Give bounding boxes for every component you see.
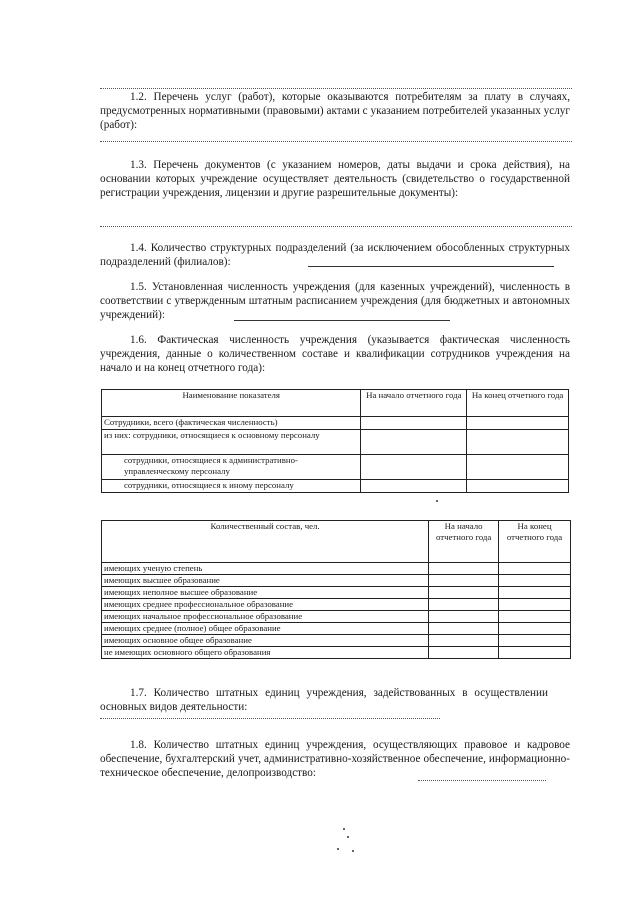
table-row (102, 647, 571, 659)
table-row (102, 417, 569, 430)
table1-cell-end (467, 430, 569, 455)
scan-speck (337, 848, 339, 850)
table-row (102, 599, 571, 611)
scan-speck (343, 828, 345, 830)
table2-cell-end (499, 623, 571, 635)
table2-row-label: имеющих начальное профессиональное образование (102, 611, 429, 623)
table1-cell-start (361, 430, 467, 455)
table2-row-label: имеющих ученую степень (102, 563, 429, 575)
section-1-8 (100, 738, 570, 781)
table2-row-label: имеющих среднее профессиональное образование (102, 599, 429, 611)
table1-cell-end (467, 480, 569, 493)
table2-cell-start (429, 563, 499, 575)
section-1-7-fill-line (100, 718, 440, 719)
section-1-7 (100, 686, 570, 714)
table2-cell-end (499, 635, 571, 647)
section-1-8-text: 1.8. Количество штатных единиц учреждения, осуществляющих правовое и кадровое обеспечение, бухгалтерский учет, административно-хозяйственное обеспечение, информационно-техническое обеспечение, делопроизводство: (100, 739, 570, 780)
table1-row-label: из них: сотрудники, относящиеся к основному персоналу (102, 430, 361, 455)
table1-header-indicator: Наименование показателя (102, 390, 361, 417)
table1-row-label: сотрудники, относящиеся к иному персоналу (102, 480, 361, 493)
table2-cell-start (429, 599, 499, 611)
table2-row-label: имеющих неполное высшее образование (102, 587, 429, 599)
section-1-2-text: 1.2. Перечень услуг (работ), которые оказываются потребителям за плату в случаях, предусмотренных нормативными (правовыми) актами с указанием потребителей указанных услуг (работ): (100, 91, 570, 132)
scan-speck (347, 836, 349, 838)
table-row (102, 455, 569, 480)
staff-count-table (101, 389, 569, 493)
table2-cell-start (429, 575, 499, 587)
table1-cell-end (467, 455, 569, 480)
staff-composition-table (101, 520, 571, 659)
table-row (102, 635, 571, 647)
section-1-3-fill-line (100, 226, 572, 227)
section-1-5-blank (234, 310, 450, 321)
table1-cell-start (361, 455, 467, 480)
table1-row-label: сотрудники, относящиеся к административно-управленческому персоналу (102, 455, 361, 480)
table1-cell-start (361, 417, 467, 430)
section-1-6 (100, 333, 570, 376)
table1-cell-end (467, 417, 569, 430)
top-divider (100, 88, 572, 89)
scan-speck (436, 500, 438, 502)
table-row (102, 623, 571, 635)
table2-header-end: На конец отчетного года (499, 521, 571, 563)
section-1-2-fill-line (100, 141, 572, 142)
table-row (102, 611, 571, 623)
table1-header-end: На конец отчетного года (467, 390, 569, 417)
table-row (102, 575, 571, 587)
section-1-4-text: 1.4. Количество структурных подразделений (за исключением обособленных структурных подразделений (филиалов): (100, 242, 570, 269)
table2-header-composition: Количественный состав, чел. (102, 521, 429, 563)
table2-cell-end (499, 587, 571, 599)
table1-header-start: На начало отчетного года (361, 390, 467, 417)
section-1-5-text: 1.5. Установленная численность учреждения (для казенных учреждений), численность в соответствии с утвержденным штатным расписанием учреждения (для бюджетных и автономных учреждений): (100, 281, 570, 322)
table2-cell-end (499, 599, 571, 611)
table2-cell-start (429, 647, 499, 659)
table-row (102, 587, 571, 599)
table2-cell-end (499, 563, 571, 575)
section-1-7-text: 1.7. Количество штатных единиц учреждения, задействованных в осуществлении основных видов деятельности: (100, 687, 548, 714)
section-1-4-blank (308, 256, 554, 267)
section-1-2 (100, 90, 570, 133)
table2-cell-start (429, 635, 499, 647)
table1-cell-start (361, 480, 467, 493)
table1-row-label: Сотрудники, всего (фактическая численность) (102, 417, 361, 430)
table2-cell-end (499, 575, 571, 587)
table2-row-label: имеющих высшее образование (102, 575, 429, 587)
table-row (102, 480, 569, 493)
table2-header-start: На начало отчетного года (429, 521, 499, 563)
table2-cell-start (429, 611, 499, 623)
section-1-3-text: 1.3. Перечень документов (с указанием номеров, даты выдачи и срока действия), на основании которых учреждение осуществляет деятельность (свидетельство о государственной регистрации учреждения, лицензии и другие разрешительные документы): (100, 159, 570, 200)
table2-cell-end (499, 611, 571, 623)
section-1-3 (100, 158, 570, 201)
table2-row-label: не имеющих основного общего образования (102, 647, 429, 659)
table2-cell-end (499, 647, 571, 659)
table2-row-label: имеющих основное общее образование (102, 635, 429, 647)
table-row (102, 430, 569, 455)
section-1-8-fill-line (418, 780, 546, 781)
table2-cell-start (429, 623, 499, 635)
table-row (102, 563, 571, 575)
scan-speck (352, 850, 354, 852)
table2-cell-start (429, 587, 499, 599)
section-1-6-text: 1.6. Фактическая численность учреждения (указывается фактическая численность учреждения, данные о количественном составе и квалификации сотрудников учреждения на начало и на конец отчетного года): (100, 334, 570, 375)
table2-row-label: имеющих среднее (полное) общее образование (102, 623, 429, 635)
